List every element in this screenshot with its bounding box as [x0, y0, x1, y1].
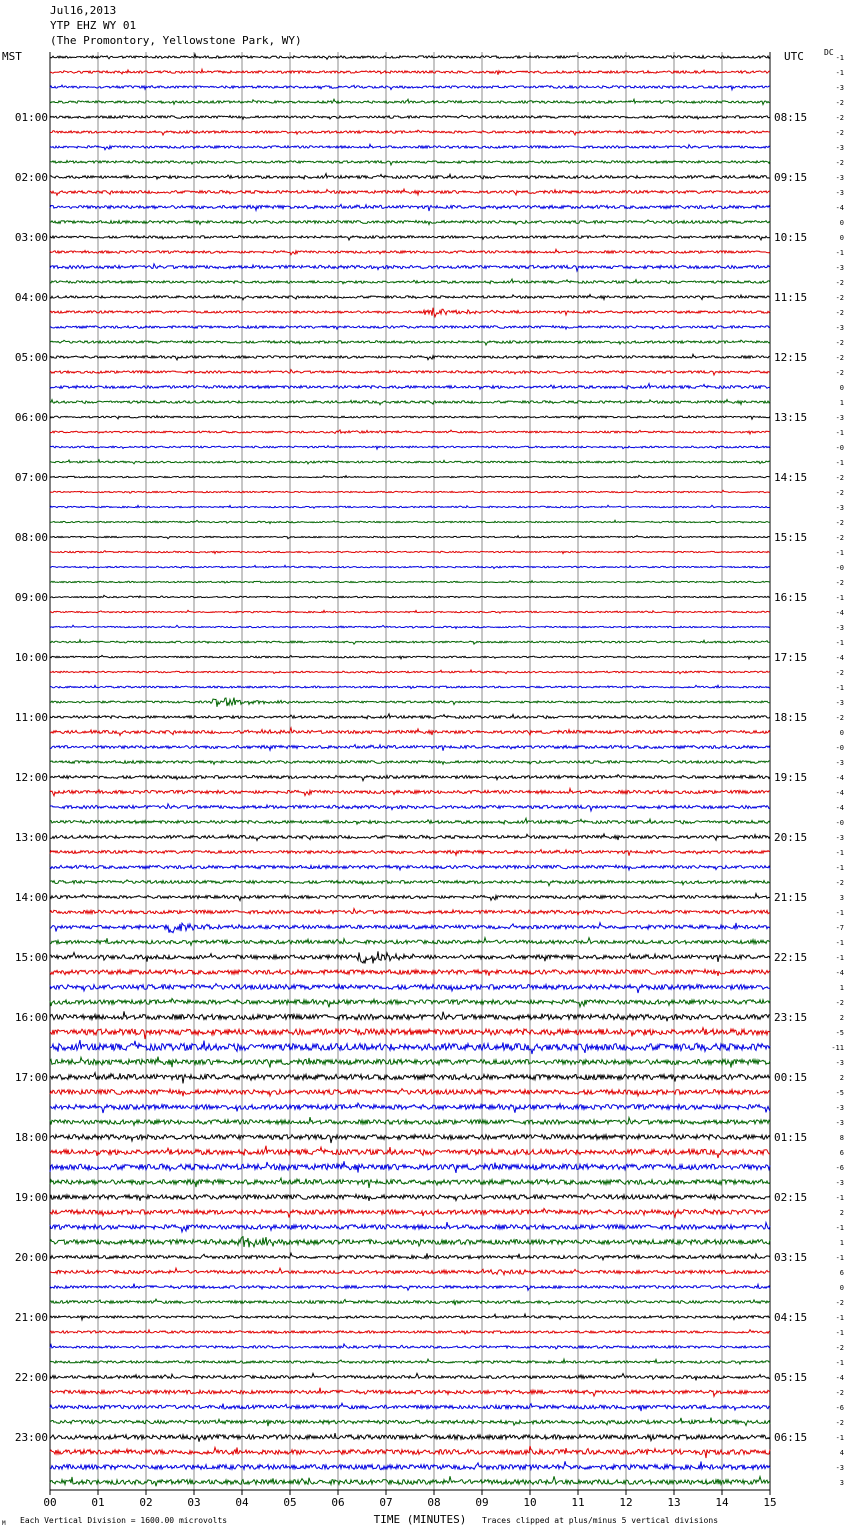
left-hour-label: 05:00 — [14, 351, 48, 364]
right-hour-label: 05:15 — [774, 1371, 808, 1384]
dc-offset-label: -3 — [835, 504, 844, 512]
scale-note: Each Vertical Division = 1600.00 microvolts — [20, 1516, 228, 1525]
trace-43 — [50, 698, 770, 707]
dc-offset-label: -1 — [835, 549, 844, 557]
dc-offset-label: -1 — [835, 1329, 844, 1337]
dc-offset-label: 0 — [839, 219, 844, 227]
left-hour-label: 18:00 — [14, 1131, 48, 1144]
dc-offset-label: -1 — [835, 639, 844, 647]
dc-offset-label: -1 — [835, 1194, 844, 1202]
dc-offset-label: -2 — [835, 474, 844, 482]
trace-47 — [50, 760, 770, 764]
x-tick-label: 15 — [763, 1496, 777, 1509]
trace-9 — [50, 189, 770, 195]
trace-14 — [50, 264, 770, 271]
x-tick-label: 01 — [91, 1496, 105, 1509]
left-hour-label: 03:00 — [14, 231, 48, 244]
trace-36 — [50, 595, 770, 598]
trace-86 — [50, 1344, 770, 1349]
x-tick-label: 06 — [331, 1496, 345, 1509]
dc-offset-label: -1 — [835, 594, 844, 602]
trace-91 — [50, 1418, 770, 1427]
dc-offset-label: -2 — [835, 579, 844, 587]
dc-offset-label: -2 — [835, 519, 844, 527]
trace-61 — [50, 969, 770, 976]
dc-offset-label: -2 — [835, 129, 844, 137]
x-tick-label: 03 — [187, 1496, 201, 1509]
dc-offset-label: -3 — [835, 699, 844, 707]
x-tick-label: 09 — [475, 1496, 489, 1509]
dc-offset-label: 6 — [839, 1149, 844, 1157]
left-hour-label: 11:00 — [14, 711, 48, 724]
dc-offset-label: -0 — [835, 744, 844, 752]
trace-33 — [50, 551, 770, 554]
dc-offset-label: 8 — [839, 1134, 844, 1142]
dc-offset-label: -3 — [835, 1464, 844, 1472]
dc-offset-label: 2 — [839, 1074, 844, 1082]
trace-15 — [50, 279, 770, 284]
trace-46 — [50, 745, 770, 751]
dc-offset-label: -1 — [835, 1254, 844, 1262]
trace-22 — [50, 384, 770, 390]
left-hour-label: 16:00 — [14, 1011, 48, 1024]
dc-offset-label: -3 — [835, 1119, 844, 1127]
right-hour-label: 04:15 — [774, 1311, 808, 1324]
trace-77 — [50, 1209, 770, 1218]
dc-offset-label: -11 — [831, 1044, 844, 1052]
dc-offset-label: -3 — [835, 324, 844, 332]
trace-39 — [50, 640, 770, 644]
dc-offset-labels — [831, 54, 844, 1487]
trace-2 — [50, 85, 770, 90]
x-tick-label: 07 — [379, 1496, 393, 1509]
trace-40 — [50, 655, 770, 659]
dc-offset-label: -0 — [835, 819, 844, 827]
x-tick-label: 00 — [43, 1496, 57, 1509]
trace-19 — [50, 340, 770, 345]
left-hour-label: 04:00 — [14, 291, 48, 304]
dc-offset-label: -3 — [835, 264, 844, 272]
dc-offset-label: -1 — [835, 1224, 844, 1232]
trace-75 — [50, 1178, 770, 1188]
trace-81 — [50, 1268, 770, 1275]
trace-59 — [50, 938, 770, 946]
right-hour-label: 17:15 — [774, 651, 808, 664]
dc-offset-label: -2 — [835, 669, 844, 677]
trace-85 — [50, 1330, 770, 1334]
left-hour-label: 20:00 — [14, 1251, 48, 1264]
dc-offset-label: -1 — [835, 54, 844, 62]
dc-offset-label: -2 — [835, 309, 844, 317]
right-hour-label: 10:15 — [774, 231, 808, 244]
trace-3 — [50, 99, 770, 104]
dc-offset-label: -4 — [835, 1374, 844, 1382]
dc-offset-label: -1 — [835, 1434, 844, 1442]
trace-11 — [50, 220, 770, 225]
trace-80 — [50, 1253, 770, 1260]
dc-offset-label: -6 — [835, 1404, 844, 1412]
dc-offset-label: 2 — [839, 1209, 844, 1217]
trace-41 — [50, 670, 770, 674]
left-hour-label: 17:00 — [14, 1071, 48, 1084]
grid-lines — [50, 52, 770, 1490]
right-hour-label: 19:15 — [774, 771, 808, 784]
dc-offset-label: -2 — [835, 1389, 844, 1397]
right-hour-label: 08:15 — [774, 111, 808, 124]
dc-offset-label: 0 — [839, 1284, 844, 1292]
dc-offset-label: -0 — [835, 444, 844, 452]
dc-offset-label: -3 — [835, 144, 844, 152]
x-tick-label: 11 — [571, 1496, 585, 1509]
dc-offset-label: -1 — [835, 1359, 844, 1367]
trace-73 — [50, 1146, 770, 1158]
trace-group — [50, 54, 770, 1486]
x-tick-label: 08 — [427, 1496, 441, 1509]
trace-32 — [50, 536, 770, 539]
dc-offset-label: -1 — [835, 864, 844, 872]
dc-offset-label: -0 — [835, 564, 844, 572]
corner-mark: M — [2, 1520, 6, 1527]
trace-5 — [50, 130, 770, 135]
right-hour-label: 02:15 — [774, 1191, 808, 1204]
left-hour-label: 06:00 — [14, 411, 48, 424]
left-hour-label: 19:00 — [14, 1191, 48, 1204]
trace-35 — [50, 581, 770, 583]
dc-offset-label: 3 — [839, 1479, 844, 1487]
trace-68 — [50, 1073, 770, 1084]
trace-87 — [50, 1359, 770, 1364]
dc-label: DC — [824, 48, 834, 57]
dc-offset-label: -1 — [835, 684, 844, 692]
dc-offset-label: -3 — [835, 414, 844, 422]
dc-offset-label: -2 — [835, 339, 844, 347]
x-tick-label: 12 — [619, 1496, 633, 1509]
dc-offset-label: 0 — [839, 729, 844, 737]
dc-offset-label: -2 — [835, 879, 844, 887]
trace-29 — [50, 490, 770, 493]
x-axis — [43, 1490, 776, 1509]
trace-74 — [50, 1161, 770, 1173]
trace-13 — [50, 249, 770, 254]
trace-71 — [50, 1117, 770, 1125]
dc-offset-label: -3 — [835, 624, 844, 632]
trace-58 — [50, 923, 770, 933]
trace-66 — [50, 1040, 770, 1054]
right-hour-label: 03:15 — [774, 1251, 808, 1264]
dc-offset-label: -2 — [835, 714, 844, 722]
trace-18 — [50, 326, 770, 330]
trace-93 — [50, 1446, 770, 1458]
right-hour-label: 20:15 — [774, 831, 808, 844]
trace-54 — [50, 865, 770, 870]
dc-offset-label: -2 — [835, 534, 844, 542]
dc-offset-label: 1 — [839, 1239, 844, 1247]
dc-offset-label: 6 — [839, 1269, 844, 1277]
dc-offset-label: -6 — [835, 1164, 844, 1172]
trace-83 — [50, 1299, 770, 1305]
dc-offset-label: -2 — [835, 159, 844, 167]
trace-65 — [50, 1028, 770, 1039]
trace-88 — [50, 1373, 770, 1380]
trace-69 — [50, 1089, 770, 1097]
left-hour-label: 23:00 — [14, 1431, 48, 1444]
trace-7 — [50, 161, 770, 166]
dc-offset-label: 0 — [839, 234, 844, 242]
dc-offset-label: -3 — [835, 834, 844, 842]
trace-26 — [50, 446, 770, 450]
right-hour-label: 21:15 — [774, 891, 808, 904]
left-hour-label: 09:00 — [14, 591, 48, 604]
trace-55 — [50, 880, 770, 886]
trace-44 — [50, 714, 770, 719]
dc-offset-label: -4 — [835, 774, 844, 782]
dc-offset-label: -3 — [835, 1179, 844, 1187]
dc-offset-label: -3 — [835, 84, 844, 92]
left-hour-label: 02:00 — [14, 171, 48, 184]
left-timezone-label: MST — [2, 50, 22, 63]
trace-8 — [50, 174, 770, 180]
trace-21 — [50, 370, 770, 375]
station-location: (The Promontory, Yellowstone Park, WY) — [50, 34, 302, 47]
dc-offset-label: -4 — [835, 789, 844, 797]
dc-offset-label: -2 — [835, 1299, 844, 1307]
trace-31 — [50, 520, 770, 523]
trace-27 — [50, 460, 770, 464]
right-hour-label: 14:15 — [774, 471, 808, 484]
trace-64 — [50, 1011, 770, 1021]
dc-offset-label: -4 — [835, 969, 844, 977]
x-axis-title: TIME (MINUTES) — [373, 1513, 467, 1526]
trace-60 — [50, 951, 770, 963]
right-hour-label: 11:15 — [774, 291, 808, 304]
dc-offset-label: -2 — [835, 1419, 844, 1427]
dc-offset-label: -5 — [835, 1089, 844, 1097]
dc-offset-label: -1 — [835, 939, 844, 947]
left-hour-label: 13:00 — [14, 831, 48, 844]
left-hour-label: 12:00 — [14, 771, 48, 784]
left-hour-label: 08:00 — [14, 531, 48, 544]
x-tick-label: 10 — [523, 1496, 537, 1509]
trace-12 — [50, 235, 770, 240]
trace-10 — [50, 204, 770, 211]
trace-20 — [50, 354, 770, 360]
station-code: YTP EHZ WY 01 — [50, 19, 137, 32]
trace-38 — [50, 625, 770, 628]
dc-offset-label: -1 — [835, 249, 844, 257]
trace-57 — [50, 909, 770, 915]
right-hour-label: 16:15 — [774, 591, 808, 604]
left-hour-label: 22:00 — [14, 1371, 48, 1384]
right-hour-label: 18:15 — [774, 711, 808, 724]
dc-offset-label: -4 — [835, 609, 844, 617]
trace-37 — [50, 610, 770, 613]
dc-offset-label: -2 — [835, 489, 844, 497]
dc-offset-label: -1 — [835, 849, 844, 857]
trace-25 — [50, 430, 770, 434]
dc-offset-label: -1 — [835, 909, 844, 917]
right-hour-label: 23:15 — [774, 1011, 808, 1024]
dc-offset-label: -3 — [835, 174, 844, 182]
dc-offset-label: -1 — [835, 69, 844, 77]
trace-92 — [50, 1433, 770, 1442]
trace-89 — [50, 1388, 770, 1397]
dc-offset-label: -4 — [835, 654, 844, 662]
record-date: Jul16,2013 — [50, 4, 117, 17]
trace-56 — [50, 894, 770, 901]
x-tick-label: 14 — [715, 1496, 729, 1509]
trace-63 — [50, 999, 770, 1008]
trace-76 — [50, 1194, 770, 1201]
trace-72 — [50, 1135, 770, 1143]
dc-offset-label: -2 — [835, 354, 844, 362]
right-hour-label: 15:15 — [774, 531, 808, 544]
right-hour-label: 22:15 — [774, 951, 808, 964]
trace-67 — [50, 1057, 770, 1068]
right-hour-label: 13:15 — [774, 411, 808, 424]
right-timezone-label: UTC — [784, 50, 804, 63]
left-hour-label: 21:00 — [14, 1311, 48, 1324]
dc-offset-label: -2 — [835, 369, 844, 377]
trace-28 — [50, 475, 770, 477]
trace-51 — [50, 818, 770, 824]
x-tick-label: 02 — [139, 1496, 153, 1509]
right-hour-label: 06:15 — [774, 1431, 808, 1444]
trace-45 — [50, 728, 770, 736]
dc-offset-label: -4 — [835, 804, 844, 812]
trace-23 — [50, 400, 770, 405]
right-hour-label: 01:15 — [774, 1131, 808, 1144]
dc-offset-label: -1 — [835, 1314, 844, 1322]
dc-offset-label: 1 — [839, 399, 844, 407]
dc-offset-label: -2 — [835, 279, 844, 287]
dc-offset-label: 3 — [839, 894, 844, 902]
dc-offset-label: -3 — [835, 759, 844, 767]
left-hour-label: 01:00 — [14, 111, 48, 124]
trace-94 — [50, 1461, 770, 1470]
dc-offset-label: -4 — [835, 204, 844, 212]
dc-offset-label: -2 — [835, 114, 844, 122]
trace-50 — [50, 804, 770, 811]
dc-offset-label: -7 — [835, 924, 844, 932]
trace-0 — [50, 54, 770, 59]
dc-offset-label: 0 — [839, 384, 844, 392]
dc-offset-label: -2 — [835, 294, 844, 302]
dc-offset-label: -2 — [835, 1344, 844, 1352]
left-hour-label: 15:00 — [14, 951, 48, 964]
dc-offset-label: -5 — [835, 1029, 844, 1037]
trace-82 — [50, 1284, 770, 1291]
trace-52 — [50, 834, 770, 841]
dc-offset-label: -1 — [835, 459, 844, 467]
trace-78 — [50, 1222, 770, 1232]
left-hour-label: 10:00 — [14, 651, 48, 664]
x-tick-label: 04 — [235, 1496, 249, 1509]
dc-offset-label: -3 — [835, 1059, 844, 1067]
right-hour-label: 12:15 — [774, 351, 808, 364]
x-tick-label: 05 — [283, 1496, 297, 1509]
trace-53 — [50, 850, 770, 856]
clip-note: Traces clipped at plus/minus 5 vertical divisions — [482, 1516, 719, 1525]
dc-offset-label: -3 — [835, 189, 844, 197]
dc-offset-label: -2 — [835, 999, 844, 1007]
dc-offset-label: 2 — [839, 1014, 844, 1022]
trace-6 — [50, 144, 770, 149]
trace-16 — [50, 295, 770, 300]
left-hour-label: 14:00 — [14, 891, 48, 904]
dc-offset-label: 1 — [839, 984, 844, 992]
trace-17 — [50, 308, 770, 317]
trace-70 — [50, 1103, 770, 1113]
trace-62 — [50, 984, 770, 993]
dc-offset-label: -2 — [835, 99, 844, 107]
trace-1 — [50, 69, 770, 75]
trace-90 — [50, 1403, 770, 1411]
x-tick-label: 13 — [667, 1496, 681, 1509]
trace-30 — [50, 505, 770, 508]
dc-offset-label: -3 — [835, 1104, 844, 1112]
trace-84 — [50, 1314, 770, 1320]
trace-42 — [50, 685, 770, 688]
dc-offset-label: 4 — [839, 1449, 844, 1457]
right-hour-label: 00:15 — [774, 1071, 808, 1084]
dc-offset-label: -1 — [835, 429, 844, 437]
dc-offset-label: -1 — [835, 954, 844, 962]
trace-34 — [50, 565, 770, 568]
trace-48 — [50, 775, 770, 781]
trace-24 — [50, 416, 770, 420]
trace-49 — [50, 789, 770, 796]
right-hour-label: 09:15 — [774, 171, 808, 184]
trace-79 — [50, 1237, 770, 1248]
trace-95 — [50, 1476, 770, 1486]
left-hour-label: 07:00 — [14, 471, 48, 484]
trace-4 — [50, 115, 770, 119]
